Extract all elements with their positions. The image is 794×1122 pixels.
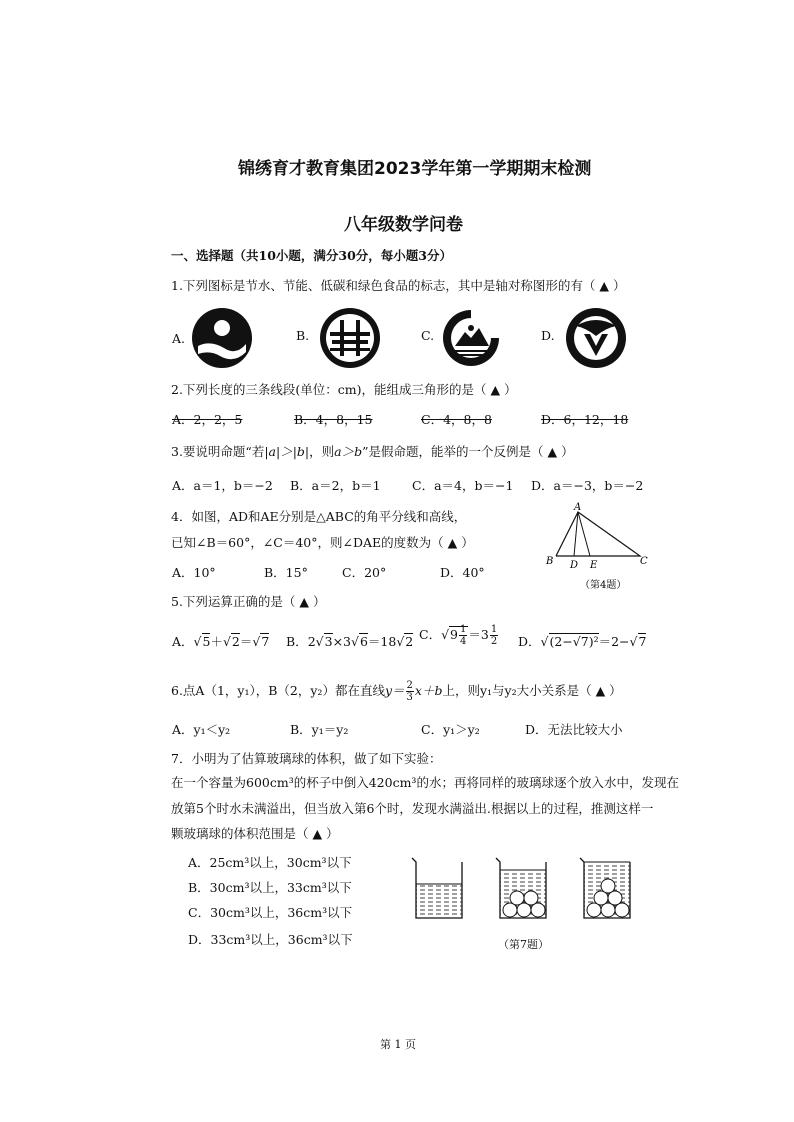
energy-saving-logo (318, 306, 382, 370)
q4-fig-caption: （第4题） (580, 580, 627, 591)
q7-option-c: C．30cm³以上，36cm³以下 (188, 905, 353, 920)
q4-line2: 已知∠B＝60°，∠C＝40°，则∠DAE的度数为（ ▲ ） (171, 535, 474, 550)
q5-option-a: A．√5＋√2＝√7 (172, 634, 270, 649)
q4-label-d: D (570, 560, 579, 571)
q6-option-a: A．y₁＜y₂ (172, 722, 231, 737)
q4-option-b: B．15° (264, 565, 308, 580)
q4-label-a: A (574, 502, 582, 513)
q7-line2: 在一个容量为600cm³的杯子中倒入420cm³的水；再将同样的玻璃球逐个放入水中，发现在 (171, 775, 679, 790)
q3-stem-post: ”是假命题，能举的一个反例是（ ▲ ） (362, 444, 574, 459)
q5-stem: 5.下列运算正确的是（ ▲ ） (171, 594, 326, 609)
q1-stem: 1.下列图标是节水、节能、低碳和绿色食品的标志，其中是轴对称图形的有（ ▲ ） (171, 278, 626, 293)
page-number: 第 1 页 (380, 1038, 416, 1051)
q3-stem: 3.要说明命题“若|a|＞|b|，则a＞b”是假命题，能举的一个反例是（ ▲ ） (171, 444, 574, 459)
q1-label-b: B. (296, 328, 310, 343)
exam-title: 锦绣育才教育集团2023学年第一学期期末检测 (238, 159, 592, 179)
q7-option-d: D．33cm³以上，36cm³以下 (188, 932, 353, 947)
q6-stem: 6.点A（1，y₁），B（2，y₂）都在直线y＝ $\frac{2}{3}$ x＋b上，则y₁与y₂大小关系是（ ▲ ） (171, 680, 622, 703)
q4-option-c: C．20° (342, 565, 387, 580)
q2-option-a: A．2，2，5 (172, 412, 243, 427)
beaker-empty-balls (412, 858, 462, 918)
q4-option-a: A．10° (172, 565, 216, 580)
q6-option-d: D．无法比较大小 (525, 722, 623, 737)
section-heading: 一、选择题（共10小题，满分30分，每小题3分） (171, 248, 452, 263)
q5-option-d: D．√(2−√7)²＝2−√7 (518, 634, 647, 649)
q1-label-a: A. (172, 331, 186, 346)
q7-line3: 放第5个时水未满溢出，但当放入第6个时，发现水满溢出.根据以上的过程，推测这样一 (171, 801, 654, 816)
q3-stem-pre: 3.要说明命题“若 (171, 444, 265, 459)
beaker-six-balls (580, 858, 630, 918)
q3-option-d: D．a＝−3，b＝−2 (531, 478, 644, 493)
q7-option-b: B．30cm³以上，33cm³以下 (188, 880, 352, 895)
q7-option-a: A．25cm³以上，30cm³以下 (188, 855, 352, 870)
q5-label-d: D． (518, 634, 541, 649)
green-food-logo (564, 306, 628, 370)
q5-label-a: A． (172, 634, 194, 649)
q7-line1: 7．小明为了估算玻璃球的体积，做了如下实验： (171, 751, 442, 766)
q3-option-b: B．a＝2，b＝1 (290, 478, 381, 493)
q1-label-c: C. (421, 328, 435, 343)
q4-label-c: C (640, 556, 648, 567)
q3-option-c: C．a＝4，b＝−1 (412, 478, 514, 493)
q5-label-c: C． (419, 627, 442, 642)
beaker-five-balls (496, 858, 546, 918)
q5-option-c: C．√9 $\frac{1}{4}$ ＝3 $\frac{1}{2}$ (419, 624, 498, 647)
low-carbon-logo (441, 308, 501, 368)
q4-option-d: D．40° (440, 565, 485, 580)
q4-line1: 4．如图，AD和AE分别是△ABC的角平分线和高线， (171, 509, 467, 524)
q6-stem-post: 上，则y₁与y₂大小关系是（ ▲ ） (442, 683, 622, 698)
q3-option-a: A．a＝1，b＝−2 (172, 478, 273, 493)
q4-triangle-figure (540, 500, 660, 590)
q6-option-b: B．y₁＝y₂ (290, 722, 349, 737)
q2-option-b: B．4，8，15 (294, 412, 373, 427)
q2-stem: 2.下列长度的三条线段(单位：cm)，能组成三角形的是（ ▲ ） (171, 382, 517, 397)
q2-option-c: C．4，8，8 (421, 412, 492, 427)
q7-line4: 颗玻璃球的体积范围是（ ▲ ） (171, 826, 339, 841)
q5-option-b: B．2√3×3√6＝18√2 (286, 634, 414, 649)
q7-fig-caption: （第7题） (498, 938, 549, 951)
q3-stem-mid: ，则 (309, 444, 335, 459)
q4-label-b: B (546, 556, 554, 567)
q1-label-d: D. (541, 328, 555, 343)
q4-label-e: E (590, 560, 598, 571)
q5-label-b: B． (286, 634, 308, 649)
q6-option-c: C．y₁＞y₂ (421, 722, 480, 737)
q6-stem-pre: 6.点A（1，y₁），B（2，y₂）都在直线 (171, 683, 385, 698)
water-saving-logo (190, 306, 254, 370)
exam-subtitle: 八年级数学问卷 (344, 215, 463, 235)
q7-beakers-figure (404, 856, 634, 926)
q2-option-d: D．6，12，18 (541, 412, 629, 427)
